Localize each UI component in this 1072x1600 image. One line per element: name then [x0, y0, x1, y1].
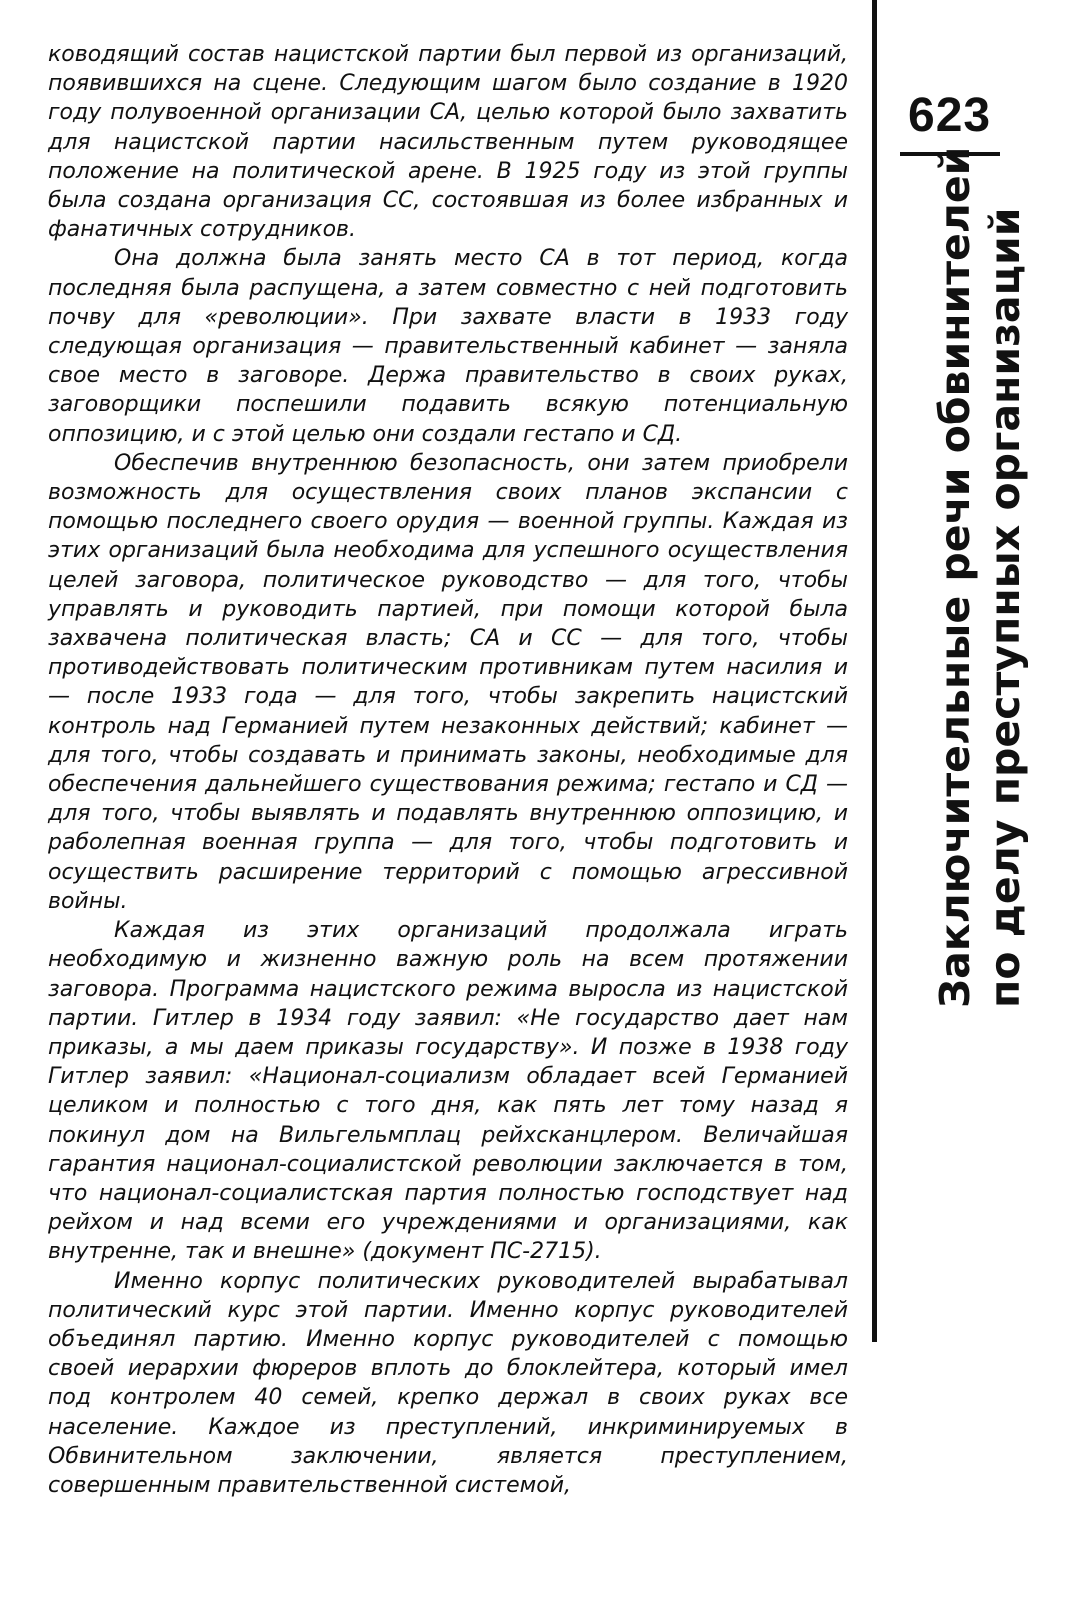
running-head-line-1: Заключительные речи обвинителей [931, 146, 979, 1008]
column-divider [872, 0, 877, 1342]
running-head [930, 146, 1030, 1008]
paragraph-4: Каждая из этих организаций продолжала играть необходимую и жизненно важную роль на всем протяжении заговора. Программа нацистского режима выросла из нацистской партии. Гитлер в 1934 году заявил: «Не государство дает нам приказы, а мы даем приказы государству». И позже в 1938 году Гитлер заявил: «Национал-социализм обладает всей Германией целиком и полностью с того дня, как пять лет тому назад я покинул дом на Вильгельмплац рейхсканцлером. Величайшая гарантия национал-социалистской революции заключается в том, что национал-социалистская партия полностью господствует над рейхом и над всеми его учреждениями и организациями, как внутренне, так и внешне» (документ ПС-2715). [48, 918, 848, 1265]
body-text [48, 40, 848, 1500]
paragraph-1: ководящий состав нацистской партии был первой из организаций, появившихся на сцене. Следующим шагом было создание в 1920 году полувоенной организации СА, целью которой было захватить для нацистской партии насильственным путем руководящее положение на политической арене. В 1925 году из этой группы была создана организация СС, состоявшая из более избранных и фанатичных сотрудников. [48, 42, 848, 243]
page-number: 623 [908, 89, 992, 142]
paragraph-2: Она должна была занять место СА в тот период, когда последняя была распущена, а затем совместно с ней подготовить почву для «революции». При захвате власти в 1933 году следующая организация — правительственный кабинет — заняла свое место в заговоре. Держа правительство в своих руках, заговорщики поспешили подавить всякую потенциальную оппозицию, и с этой целью они создали гестапо и СД. [48, 246, 848, 447]
paragraph-5: Именно корпус политических руководителей вырабатывал политический курс этой партии. Именно корпус руководителей объединял партию. Именно корпус руководителей с помощью своей иерархии фюреров вплоть до блоклейтера, который имел под контролем 40 семей, крепко держал в своих руках все население. Каждое из преступлений, инкриминируемых в Обвинительном заключении, является преступлением, совершенным правительственной системой, [48, 1268, 848, 1498]
paragraph-3: Обеспечив внутреннюю безопасность, они затем приобрели возможность для осуществления своих планов экспансии с помощью последнего своего орудия — военной группы. Каждая из этих организаций была необходима для успешного осуществления целей заговора, политическое руководство — для того, чтобы управлять и руководить партией, при помощи которой была захвачена политическая власть; СА и СС — для того, чтобы противодействовать политическим противникам путем насилия и — после 1933 года — для того, чтобы закрепить нацистский контроль над Германией путем незаконных действий; кабинет — для того, чтобы создавать и принимать законы, необходимые для обеспечения дальнейшего существования режима; гестапо и СД — для того, чтобы выявлять и подавлять внутреннюю оппозицию, и раболепная военная группа — для того, чтобы подготовить и осуществить расширение территорий с помощью агрессивной войны. [48, 450, 848, 914]
running-head-line-2: по делу преступных организаций [981, 207, 1029, 1008]
